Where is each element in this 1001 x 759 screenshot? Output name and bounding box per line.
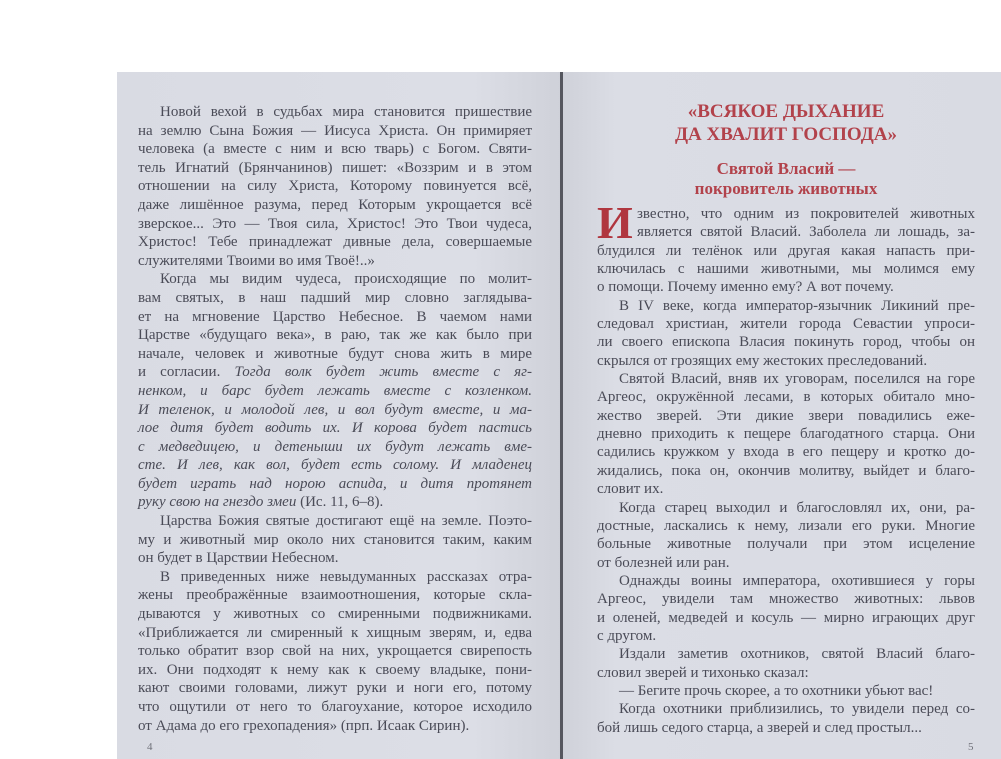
text: Царстве «будущаго века», в раю, так же как было при [138, 327, 532, 344]
paragraph [597, 205, 975, 297]
text: Издали заметив охотников, святой Власий благо- [619, 646, 975, 663]
text: человека (а вместе с ним и всю тварь) с Богом. Святи- [138, 141, 532, 158]
text-line [138, 233, 532, 252]
text: В IV веке, когда император-язычник Ликиний пре- [619, 297, 975, 314]
text-line [597, 333, 975, 351]
text-line [138, 493, 532, 512]
text: от Адама до его грехопадения» (прп. Исаак Сирин). [138, 717, 470, 734]
chapter-title-line: «ВСЯКОЕ ДЫХАНИЕ [687, 101, 885, 122]
text-line [597, 480, 975, 498]
text: зверское... Это — Твоя сила, Христос! Это Твои чудеса, [138, 215, 532, 232]
text-line [138, 382, 532, 401]
text: жидались, пока он, окончив молитву, выйдет и благо- [597, 462, 975, 479]
text: является святой Власий. Заболела ли лошадь, за- [637, 224, 975, 241]
text: следовал христиан, жители города Севастии упроси- [597, 316, 975, 333]
text: с другом. [597, 627, 657, 644]
text: больные животные получали при этом исцеление [597, 536, 975, 553]
italic-text: с медведицею, и детеныши их будут лежать вме- [138, 438, 532, 455]
text-line [138, 252, 532, 271]
text-line [597, 443, 975, 461]
text-line [138, 475, 532, 494]
text-line [597, 462, 975, 480]
text-line [138, 419, 532, 438]
text: Святой Власий, вняв их уговорам, поселился на горе [619, 371, 975, 388]
text-line [138, 698, 532, 717]
text: жены преображённые взаимоотношения, которые скла- [138, 587, 532, 604]
text: «Приближается ли смиренный к хищным зверям, и, едва [138, 624, 532, 641]
text: му и животный мир около них становится таким, каким [138, 531, 532, 548]
text: их. Они подходят к нему как к своему владыке, пони- [138, 661, 532, 678]
text-line [138, 159, 532, 178]
text-line [138, 661, 532, 680]
text-line [597, 719, 975, 737]
paragraph [138, 568, 532, 735]
text: тель Игнатий (Брянчанинов) пишет: «Воззрим и в этом [138, 159, 532, 176]
text-line [138, 568, 532, 587]
text: ет на мгновение Царство Небесное. В чаемом нами [138, 308, 532, 325]
text-line [597, 425, 975, 443]
italic-text: лое дитя будет водить их. И корова будет пастись [138, 420, 532, 437]
text-line [597, 572, 975, 590]
text: дываются у животных со смиренными подвижниками. [138, 606, 532, 623]
text-line [597, 499, 975, 517]
text-line [138, 642, 532, 661]
italic-text: будет играть над норою аспида, и дитя протянет [138, 475, 532, 492]
text-line [597, 223, 975, 241]
paragraph [138, 103, 532, 270]
text-line [138, 103, 532, 122]
text-line [138, 289, 532, 308]
text-line [138, 177, 532, 196]
text-line [597, 388, 975, 406]
text-line [597, 645, 975, 663]
paragraph [597, 682, 975, 700]
text: дневно приходить к пещере благодатного старца. Они [597, 426, 975, 443]
chapter-title-line: ДА ХВАЛИТ ГОСПОДА» [674, 124, 898, 145]
text-line [138, 196, 532, 215]
text: он будет в Царствии Небесном. [138, 550, 339, 567]
right-page-text [597, 205, 975, 737]
text: (Ис. 11, 6–8). [296, 494, 384, 511]
paragraph [138, 270, 532, 512]
text-line [138, 456, 532, 475]
chapter-title [597, 100, 975, 146]
text-line [138, 363, 532, 382]
text: Христос! Тебе принадлежат дивные дела, совершаемые [138, 234, 532, 251]
text: бой лишь седого старца, а зверей и след простыл... [597, 719, 922, 736]
paragraph [597, 297, 975, 370]
text-line [597, 242, 975, 260]
text-line [138, 717, 532, 736]
text: начале, человек и животные будут снова жить в мире [138, 345, 532, 362]
italic-text: руку свою на гнездо змеи [138, 494, 297, 511]
text-line [597, 590, 975, 608]
text: отношении на силу Христа, Которому повинуется всё, [138, 178, 532, 195]
text: В приведенных ниже невыдуманных рассказах отра- [160, 568, 532, 585]
text-line [138, 438, 532, 457]
paragraph [597, 645, 975, 682]
text: ли своего епископа Власия покинуть город, чтобы он [597, 334, 975, 351]
text: словил зверей и тихонько сказал: [597, 664, 809, 681]
text-line [138, 401, 532, 420]
text-line [597, 260, 975, 278]
text-line [138, 531, 532, 550]
text: — Бегите прочь скорее, а то охотники убьют вас! [619, 682, 934, 699]
left-page-text [138, 103, 532, 735]
book-gutter [560, 72, 563, 759]
section-subtitle-line: Святой Власий — [716, 159, 856, 178]
text-line [138, 605, 532, 624]
text-line [138, 140, 532, 159]
text-line [597, 205, 975, 223]
text-line [138, 549, 532, 568]
text-line [138, 624, 532, 643]
drop-cap: И [597, 197, 633, 248]
text: от болезней или ран. [597, 554, 730, 571]
text-line [597, 664, 975, 682]
text: Аргеос, окружённой лесами, в которых обитало мно- [597, 389, 975, 406]
text: Когда охотники приблизились, то увидели перед со- [619, 701, 975, 718]
paragraph [597, 700, 975, 737]
text-line [597, 352, 975, 370]
text-line [597, 609, 975, 627]
paragraph [597, 370, 975, 498]
paragraph [597, 499, 975, 572]
text-line [597, 407, 975, 425]
text: Когда мы видим чудеса, происходящие по молит- [160, 271, 532, 288]
text-line [138, 326, 532, 345]
italic-text: сте. И лев, как вол, будет есть солому. И младенец [138, 457, 532, 474]
section-subtitle [597, 159, 975, 199]
text: Аргеос, увидели там множество животных: львов [597, 591, 975, 608]
text: кают своими головами, лижут руки и ноги его, потому [138, 680, 532, 697]
text-line [597, 517, 975, 535]
text-line [138, 308, 532, 327]
paragraph [138, 512, 532, 568]
text-line [597, 554, 975, 572]
text: звестно, что одним из покровителей животных [637, 206, 975, 222]
text-line [138, 270, 532, 289]
text-line [597, 370, 975, 388]
text: ключилась с нашими животными, мы молимся ему [597, 261, 975, 278]
text: на землю Сына Божия — Иисуса Христа. Он примиряет [138, 122, 532, 139]
page-number-left: 4 [147, 741, 153, 753]
text-line [138, 679, 532, 698]
text-line [597, 535, 975, 553]
text-line [138, 122, 532, 141]
text: служителями Твоими во имя Твоё!..» [138, 252, 375, 269]
text-line [138, 215, 532, 234]
text-line [138, 586, 532, 605]
text-line [597, 278, 975, 296]
text: Однажды воины императора, охотившиеся у горы [619, 572, 975, 589]
text-line [597, 627, 975, 645]
text: и согласии. [138, 364, 235, 381]
text: словит их. [597, 481, 664, 498]
text: о помощи. Почему именно ему? А вот почему. [597, 279, 894, 296]
text: даже лишённое разума, перед Которым укрощается всё [138, 196, 532, 213]
text: что ощутили от него то благоухание, которое исходило [138, 699, 532, 715]
text-line [138, 345, 532, 364]
page-number-right: 5 [968, 741, 974, 753]
italic-text: И теленок, и молодой лев, и вол будут вместе, и ма- [138, 401, 532, 418]
text: скрылся от грозящих ему жестоких преследований. [597, 352, 928, 369]
text: Когда старец выходил и благословлял их, они, ра- [619, 499, 975, 516]
text: достные, ласкались к нему, лизали его руки. Многие [597, 517, 975, 534]
paragraph [597, 572, 975, 645]
section-subtitle-line: покровитель животных [694, 179, 878, 198]
italic-text: ненком, и барс будет лежать вместе с козленком. [138, 382, 532, 399]
text: и оленей, медведей и косуль — мирно играющих друг [597, 609, 975, 626]
text-line [138, 512, 532, 531]
text: Царства Божия святые достигают ещё на земле. Поэто- [160, 513, 532, 530]
text: жество зверей. Эти дикие звери повадились еже- [597, 407, 975, 424]
text: Новой вехой в судьбах мира становится пришествие [160, 104, 532, 120]
text-line [597, 700, 975, 718]
text: только обратит взор свой на них, укрощается свирепость [138, 643, 532, 660]
text-line [597, 315, 975, 333]
text: вам святых, в наш падший мир словно заглядыва- [138, 289, 532, 306]
italic-text: Тогда волк будет жить вместе с яг- [234, 364, 532, 381]
text: блудился ли телёнок или другая какая напасть при- [597, 242, 975, 259]
text-line [597, 682, 975, 700]
text: садились кружком у входа в его пещеру и кротко до- [597, 444, 975, 461]
text-line [597, 297, 975, 315]
